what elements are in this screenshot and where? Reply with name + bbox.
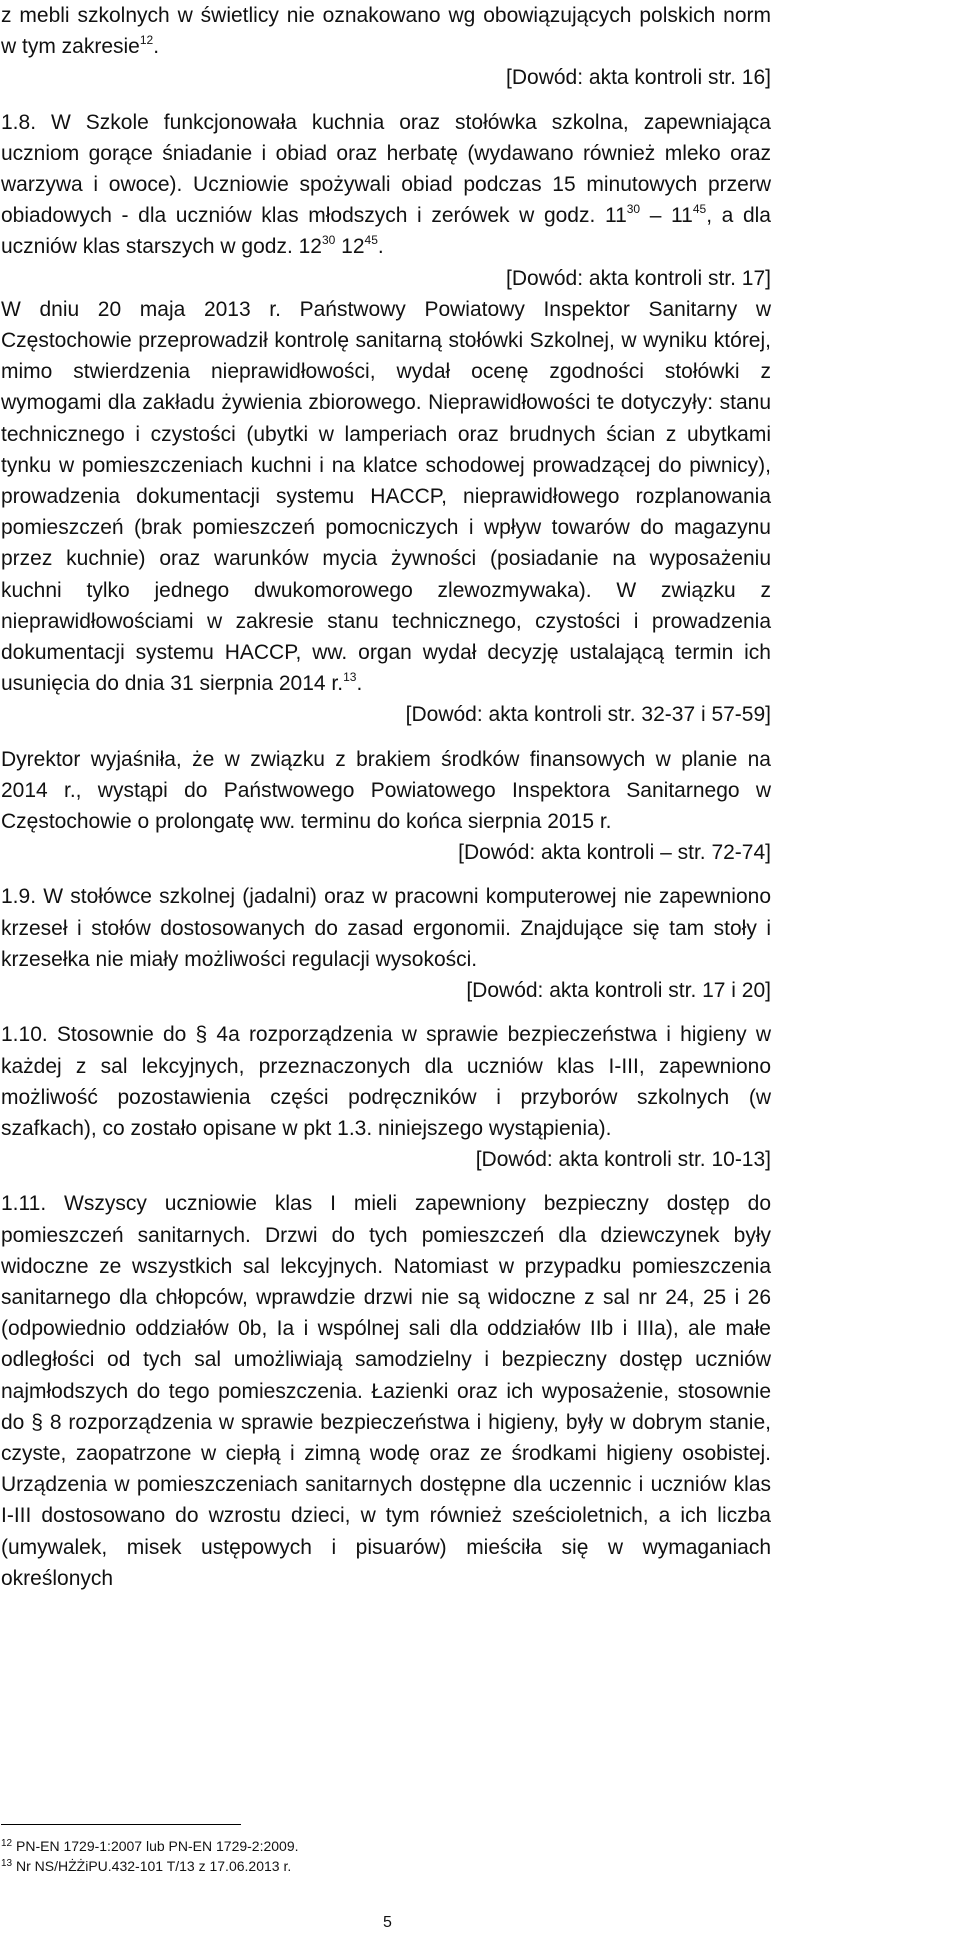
page-number: 5 xyxy=(383,1914,392,1931)
paragraph-text: z mebli szkolnych w świetlicy nie oznakowano wg obowiązujących polskich norm w tym zakresie xyxy=(1,4,771,59)
paragraph-text: [Dowód: akta kontroli str. 10-13] xyxy=(475,1148,771,1172)
superscript: 45 xyxy=(364,233,378,248)
paragraph-text: [Dowód: akta kontroli str. 17] xyxy=(506,266,771,290)
paragraph-text: – 11 xyxy=(640,204,693,228)
paragraph xyxy=(1,1188,771,1594)
superscript: 30 xyxy=(626,202,641,217)
footnotes xyxy=(1,1836,761,1876)
paragraph-text: W dniu 20 maja 2013 r. Państwowy Powiatowy Inspektor Sanitarny w Częstochowie przeprowadził kontrolę sanitarną stołówki Szkolnej, w wyniku której, mimo stwierdzenia nieprawidłowości, wydał ocenę zgodności stołówki z wymogami dla zakładu żywienia zbiorowego. Nieprawidłowości te dotyczyły: stanu technicznego i czystości (ubytki w lamperiach oraz brudnych ścian z ubytkami tynku w pomieszczeniach kuchni i na klatce schodowej prowadzącej do piwnicy), prowadzenia dokumentacji systemu HACCP, nieprawidłowego rozplanowania pomieszczeń (brak pomieszczeń pomocniczych i wpływ towarów do magazynu przez kuchnie) oraz warunków mycia żywności (posiadanie na wyposażeniu kuchni tylko jednego dwukomorowego zlewozmywaka). W związku z nieprawidłowościami w zakresie stanu technicznego, czystości i prowadzenia dokumentacji systemu HACCP, ww. organ wydał decyzję ustalającą termin ich usunięcia do dnia 31 sierpnia 2014 r. xyxy=(1,297,771,696)
footnote xyxy=(1,1856,761,1876)
superscript: 13 xyxy=(343,670,357,685)
evidence-reference xyxy=(1,263,771,294)
footnote-number: 13 xyxy=(1,1858,13,1869)
paragraph-text: [Dowód: akta kontroli – str. 72-74] xyxy=(458,841,771,865)
paragraph-text: [Dowód: akta kontroli str. 32-37 i 57-59] xyxy=(405,703,771,727)
paragraph-text: 12 xyxy=(335,235,365,259)
paragraph-text: 1.11. Wszyscy uczniowie klas I mieli zapewniony bezpieczny dostęp do pomieszczeń sanitarnych. Drzwi do tych pomieszczeń dla dziewczynek były widoczne ze wszystkich sal lekcyjnych. Natomiast w przypadku pomieszczenia sanitarnego dla chłopców, wprawdzie drzwi nie są widoczne z sal nr 24, 25 i 26 (odpowiednio oddziałów 0b, Ia i wspólnej sali dla oddziałów IIb i IIIa), ale małe odległości od tych sal umożliwiają samodzielny i bezpieczny dostęp uczniów najmłodszych do tego pomieszczenia. Łazienki oraz ich wyposażenie, stosownie do § 8 rozporządzenia w sprawie bezpieczeństwa i higieny, były w dobrym stanie, czyste, zaopatrzone w ciepłą i zimną wodę oraz ze środkami higieny osobistej. Urządzenia w pomieszczeniach sanitarnych dostępne dla uczennic i uczniów klas I-III dostosowano do wzrostu dzieci, w tym również sześcioletnich, a ich liczba (umywalek, misek ustępowych i pisuarów) mieściła się w wymaganiach określonych xyxy=(1,1192,771,1590)
main-text xyxy=(1,0,771,1594)
paragraph-text: 1.9. W stołówce szkolnej (jadalni) oraz w pracowni komputerowej nie zapewniono krzeseł i stołów dostosowanych do zasad ergonomii. Znajdujące się tam stoły i krzesełka nie miały możliwości regulacji wysokości. xyxy=(1,885,771,971)
footnote-text: Nr NS/HŻŻiPU.432-101 T/13 z 17.06.2013 r. xyxy=(16,1858,292,1874)
evidence-reference xyxy=(1,699,771,730)
superscript: 45 xyxy=(692,202,707,217)
paragraph xyxy=(1,744,771,838)
paragraph-text: [Dowód: akta kontroli str. 17 i 20] xyxy=(466,979,771,1003)
paragraph xyxy=(1,1019,771,1144)
paragraph-gap xyxy=(1,94,771,107)
footnote-text: PN-EN 1729-1:2007 lub PN-EN 1729-2:2009. xyxy=(16,1838,299,1854)
evidence-reference xyxy=(1,1144,771,1175)
paragraph-text: . xyxy=(377,235,384,259)
superscript: 30 xyxy=(321,233,336,248)
paragraph-gap xyxy=(1,1006,771,1019)
evidence-reference xyxy=(1,837,771,868)
paragraph xyxy=(1,107,771,263)
paragraph-text: 1.10. Stosownie do § 4a rozporządzenia w sprawie bezpieczeństwa i higieny w każdej z sal lekcyjnych, przeznaczonych dla uczniów klas I-III, zapewniono możliwość pozostawienia części podręczników i przyborów szkolnych (w szafkach), co zostało opisane w pkt 1.3. niniejszego wystąpienia). xyxy=(1,1023,771,1140)
superscript: 12 xyxy=(139,33,154,48)
evidence-reference xyxy=(1,62,771,93)
footnote-separator xyxy=(1,1824,241,1825)
paragraph-text: [Dowód: akta kontroli str. 16] xyxy=(506,66,771,90)
evidence-reference xyxy=(1,975,771,1006)
paragraph-text: Dyrektor wyjaśniła, że w związku z brakiem środków finansowych w planie na 2014 r., wystąpi do Państwowego Powiatowego Inspektora Sanitarnego w Częstochowie o prolongatę ww. terminu do końca sierpnia 2015 r. xyxy=(1,747,771,834)
paragraph xyxy=(1,294,771,700)
paragraph-gap xyxy=(1,731,771,744)
footnote-number: 12 xyxy=(1,1838,13,1849)
paragraph-text: . xyxy=(153,35,160,59)
paragraph-gap xyxy=(1,1175,771,1188)
paragraph xyxy=(1,881,771,975)
footnote xyxy=(1,1836,761,1856)
paragraph-gap xyxy=(1,868,771,881)
paragraph-text: , a dla uczniów klas starszych w godz. 12 xyxy=(1,204,771,259)
paragraph-text: . xyxy=(356,672,363,696)
paragraph xyxy=(1,0,771,62)
paragraph-text: 1.8. W Szkole funkcjonowała kuchnia oraz stołówka szkolna, zapewniająca uczniom gorące śniadanie i obiad oraz herbatę (wydawano również mleko oraz warzywa i owoce). Uczniowie spożywali obiad podczas 15 minutowych przerw obiadowych - dla uczniów klas młodszych i zerówek w godz. 11 xyxy=(1,110,771,228)
